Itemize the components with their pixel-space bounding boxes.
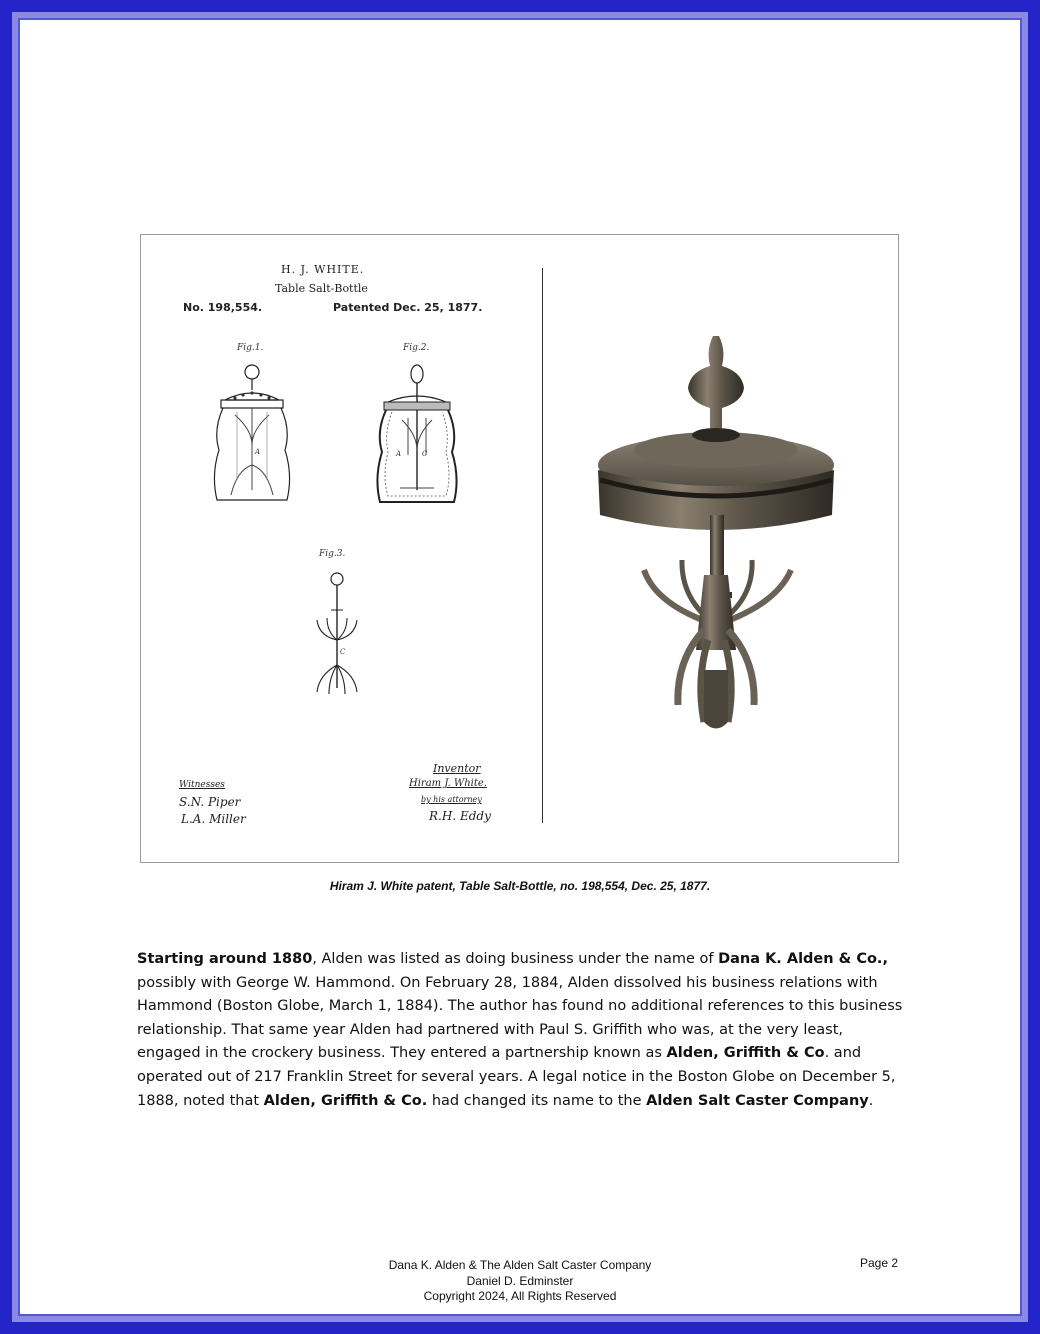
patent-inventor-heading: H. J. WHITE. [281,263,365,276]
inventor-name: Hiram J. White. [409,778,487,789]
fig1-label: Fig.1. [237,343,264,353]
body-paragraph [137,948,909,1113]
page-footer [280,1258,760,1305]
witness1-signature: S.N. Piper [179,795,241,809]
attorney-signature: R.H. Eddy [429,809,491,823]
fig1-drawing [207,360,297,510]
witness2-signature: L.A. Miller [181,812,246,826]
figure-divider [542,268,543,823]
svg-text:A: A [396,450,402,458]
inventor-label: Inventor [433,762,481,775]
footer-title: Dana K. Alden & The Alden Salt Caster Company [388,1258,652,1272]
text-run: possibly with George W. Hammond. On February 28, 1884, Alden dissolved his business relations with Hammond (Boston Globe, March 1, 1884). The author has found no additional references to this business relationship. That same year Alden had partnered with Paul S. Griffith who was, at the very least, engaged in the crockery business. They entered a partnership known as [137,974,903,1062]
fig3-drawing [307,570,367,700]
attorney-label: by his attorney [421,795,482,804]
footer-copyright: Copyright 2024, All Rights Reserved [423,1289,617,1303]
salt-caster-photo [586,330,846,750]
patent-number: No. 198,554. [183,301,263,314]
patent-figure [140,234,899,863]
fig3-label: Fig.3. [319,549,346,559]
fig2-label: Fig.2. [403,343,430,353]
svg-text:C: C [340,648,346,656]
emphasis-alden-salt-caster: Alden Salt Caster Company [646,1092,869,1109]
footer-author: Daniel D. Edminster [466,1273,574,1288]
witnesses-label: Witnesses [179,780,225,790]
patent-date: Patented Dec. 25, 1877. [333,301,483,314]
emphasis-alden-griffith: Alden, Griffith & Co [666,1045,825,1062]
emphasis-alden-griffith-2: Alden, Griffith & Co. [263,1092,428,1109]
fig2-drawing [372,360,462,510]
text-run: had changed its name to the [427,1092,647,1109]
patent-title: Table Salt-Bottle [275,282,368,295]
svg-text:A: A [255,448,261,456]
text-run: . [868,1092,874,1109]
patent-drawing [141,235,541,862]
text-run: , Alden was listed as doing business under the name of [312,951,719,967]
svg-text:C: C [422,450,428,458]
text-run: . and operated out of 217 Franklin Street for several years. A legal notice in the Boston Globe on December 5, 1888, noted that [137,1045,896,1109]
page-number: Page 2 [860,1256,899,1270]
emphasis-dana-alden-co: Dana K. Alden & Co., [718,951,888,967]
emphasis-1880: Starting around 1880 [137,951,313,967]
figure-caption: Hiram J. White patent, Table Salt-Bottle, no. 198,554, Dec. 25, 1877. [329,879,711,893]
